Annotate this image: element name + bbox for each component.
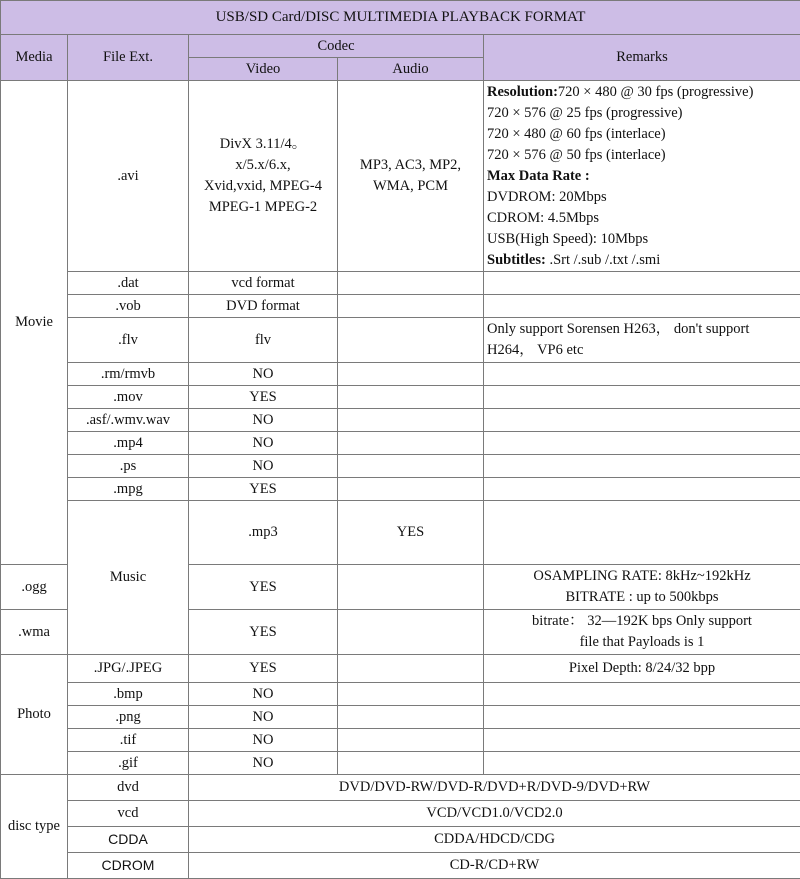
ext-mp3: .mp3 [189, 501, 338, 565]
ext-ogg: .ogg [1, 565, 68, 610]
ext-wma: .wma [1, 610, 68, 655]
disc-formats-cell: CD-R/CD+RW [189, 853, 800, 879]
header-video: Video [189, 58, 338, 81]
ext-dat: .dat [68, 272, 189, 295]
disc-ext-cell: vcd [68, 801, 189, 827]
data-rate-line: DVDROM: 20Mbps [487, 187, 797, 208]
video-support-cell: NO [189, 752, 338, 775]
ext-jpg: .JPG/.JPEG [68, 655, 189, 683]
subtitles-value: .Srt /.sub /.txt /.smi [546, 252, 660, 268]
remarks-wma-line: file that Payloads is 1 [487, 632, 797, 653]
video-avi-line: Xvid,vxid, MPEG-4 [192, 176, 334, 197]
remarks-avi [484, 81, 800, 272]
subtitles-label: Subtitles: [487, 252, 546, 268]
data-rate-line: CDROM: 4.5Mbps [487, 208, 797, 229]
remarks-wma-line: bitrate： 32—192K bps Only support [487, 611, 797, 632]
ext-cell: .mp4 [68, 432, 189, 455]
max-data-rate-label: Max Data Rate : [487, 166, 797, 187]
video-mp3: YES [338, 501, 484, 565]
remarks-ogg [484, 565, 800, 610]
group-disc-type: disc type [1, 775, 68, 879]
data-rate-line: USB(High Speed): 10Mbps [487, 229, 797, 250]
header-remarks: Remarks [484, 35, 800, 81]
video-avi-line: MPEG-1 MPEG-2 [192, 197, 334, 218]
video-vob: DVD format [189, 295, 338, 318]
remarks-ogg-line: OSAMPLING RATE: 8kHz~192kHz [487, 566, 797, 587]
group-movie: Movie [1, 81, 68, 565]
remarks-ogg-line: BITRATE : up to 500kbps [487, 587, 797, 608]
ext-vob: .vob [68, 295, 189, 318]
video-support-cell: NO [189, 363, 338, 386]
resolution-line: 720 × 480 @ 60 fps (interlace) [487, 124, 797, 145]
disc-ext-cell: CDDA [68, 827, 189, 853]
video-support-cell: NO [189, 432, 338, 455]
video-support-cell: NO [189, 706, 338, 729]
disc-formats-cell: DVD/DVD-RW/DVD-R/DVD+R/DVD-9/DVD+RW [189, 775, 800, 801]
audio-avi [338, 81, 484, 272]
video-flv: flv [189, 318, 338, 363]
disc-ext-cell: dvd [68, 775, 189, 801]
resolution-line: 720 × 576 @ 50 fps (interlace) [487, 145, 797, 166]
video-support-cell: YES [189, 386, 338, 409]
ext-cell: .asf/.wmv.wav [68, 409, 189, 432]
header-media: Media [1, 35, 68, 81]
ext-avi: .avi [68, 81, 189, 272]
header-file-ext: File Ext. [68, 35, 189, 81]
remarks-flv [484, 318, 800, 363]
disc-formats-cell: CDDA/HDCD/CDG [189, 827, 800, 853]
ext-cell: .mov [68, 386, 189, 409]
video-dat: vcd format [189, 272, 338, 295]
ext-cell: .bmp [68, 683, 189, 706]
remarks-flv-line: Only support Sorensen H263， don't support [487, 319, 797, 340]
group-photo: Photo [1, 655, 68, 775]
video-avi [189, 81, 338, 272]
disc-formats-cell: VCD/VCD1.0/VCD2.0 [189, 801, 800, 827]
audio-avi-line: WMA, PCM [341, 176, 480, 197]
header-audio: Audio [338, 58, 484, 81]
remarks-flv-line: H264， VP6 etc [487, 340, 797, 361]
table-title: USB/SD Card/DISC MULTIMEDIA PLAYBACK FORMAT [1, 1, 800, 35]
video-avi-line: DivX 3.11/4。 [192, 134, 334, 155]
remarks-wma [484, 610, 800, 655]
audio-avi-line: MP3, AC3, MP2, [341, 155, 480, 176]
video-support-cell: NO [189, 729, 338, 752]
video-jpg: YES [189, 655, 338, 683]
resolution-label: Resolution: [487, 84, 558, 100]
video-support-cell: NO [189, 409, 338, 432]
ext-cell: .rm/rmvb [68, 363, 189, 386]
ext-cell: .png [68, 706, 189, 729]
ext-cell: .tif [68, 729, 189, 752]
remarks-jpg: Pixel Depth: 8/24/32 bpp [484, 655, 800, 683]
header-codec: Codec [189, 35, 484, 58]
video-support-cell: YES [189, 478, 338, 501]
video-wma: YES [189, 610, 338, 655]
resolution-line: 720 × 576 @ 25 fps (progressive) [487, 103, 797, 124]
ext-flv: .flv [68, 318, 189, 363]
ext-cell: .ps [68, 455, 189, 478]
resolution-line: 720 × 480 @ 30 fps (progressive) [558, 84, 754, 100]
ext-cell: .gif [68, 752, 189, 775]
ext-cell: .mpg [68, 478, 189, 501]
disc-ext-cell: CDROM [68, 853, 189, 879]
video-support-cell: NO [189, 683, 338, 706]
video-avi-line: x/5.x/6.x, [192, 155, 334, 176]
video-ogg: YES [189, 565, 338, 610]
group-music: Music [68, 501, 189, 655]
video-support-cell: NO [189, 455, 338, 478]
